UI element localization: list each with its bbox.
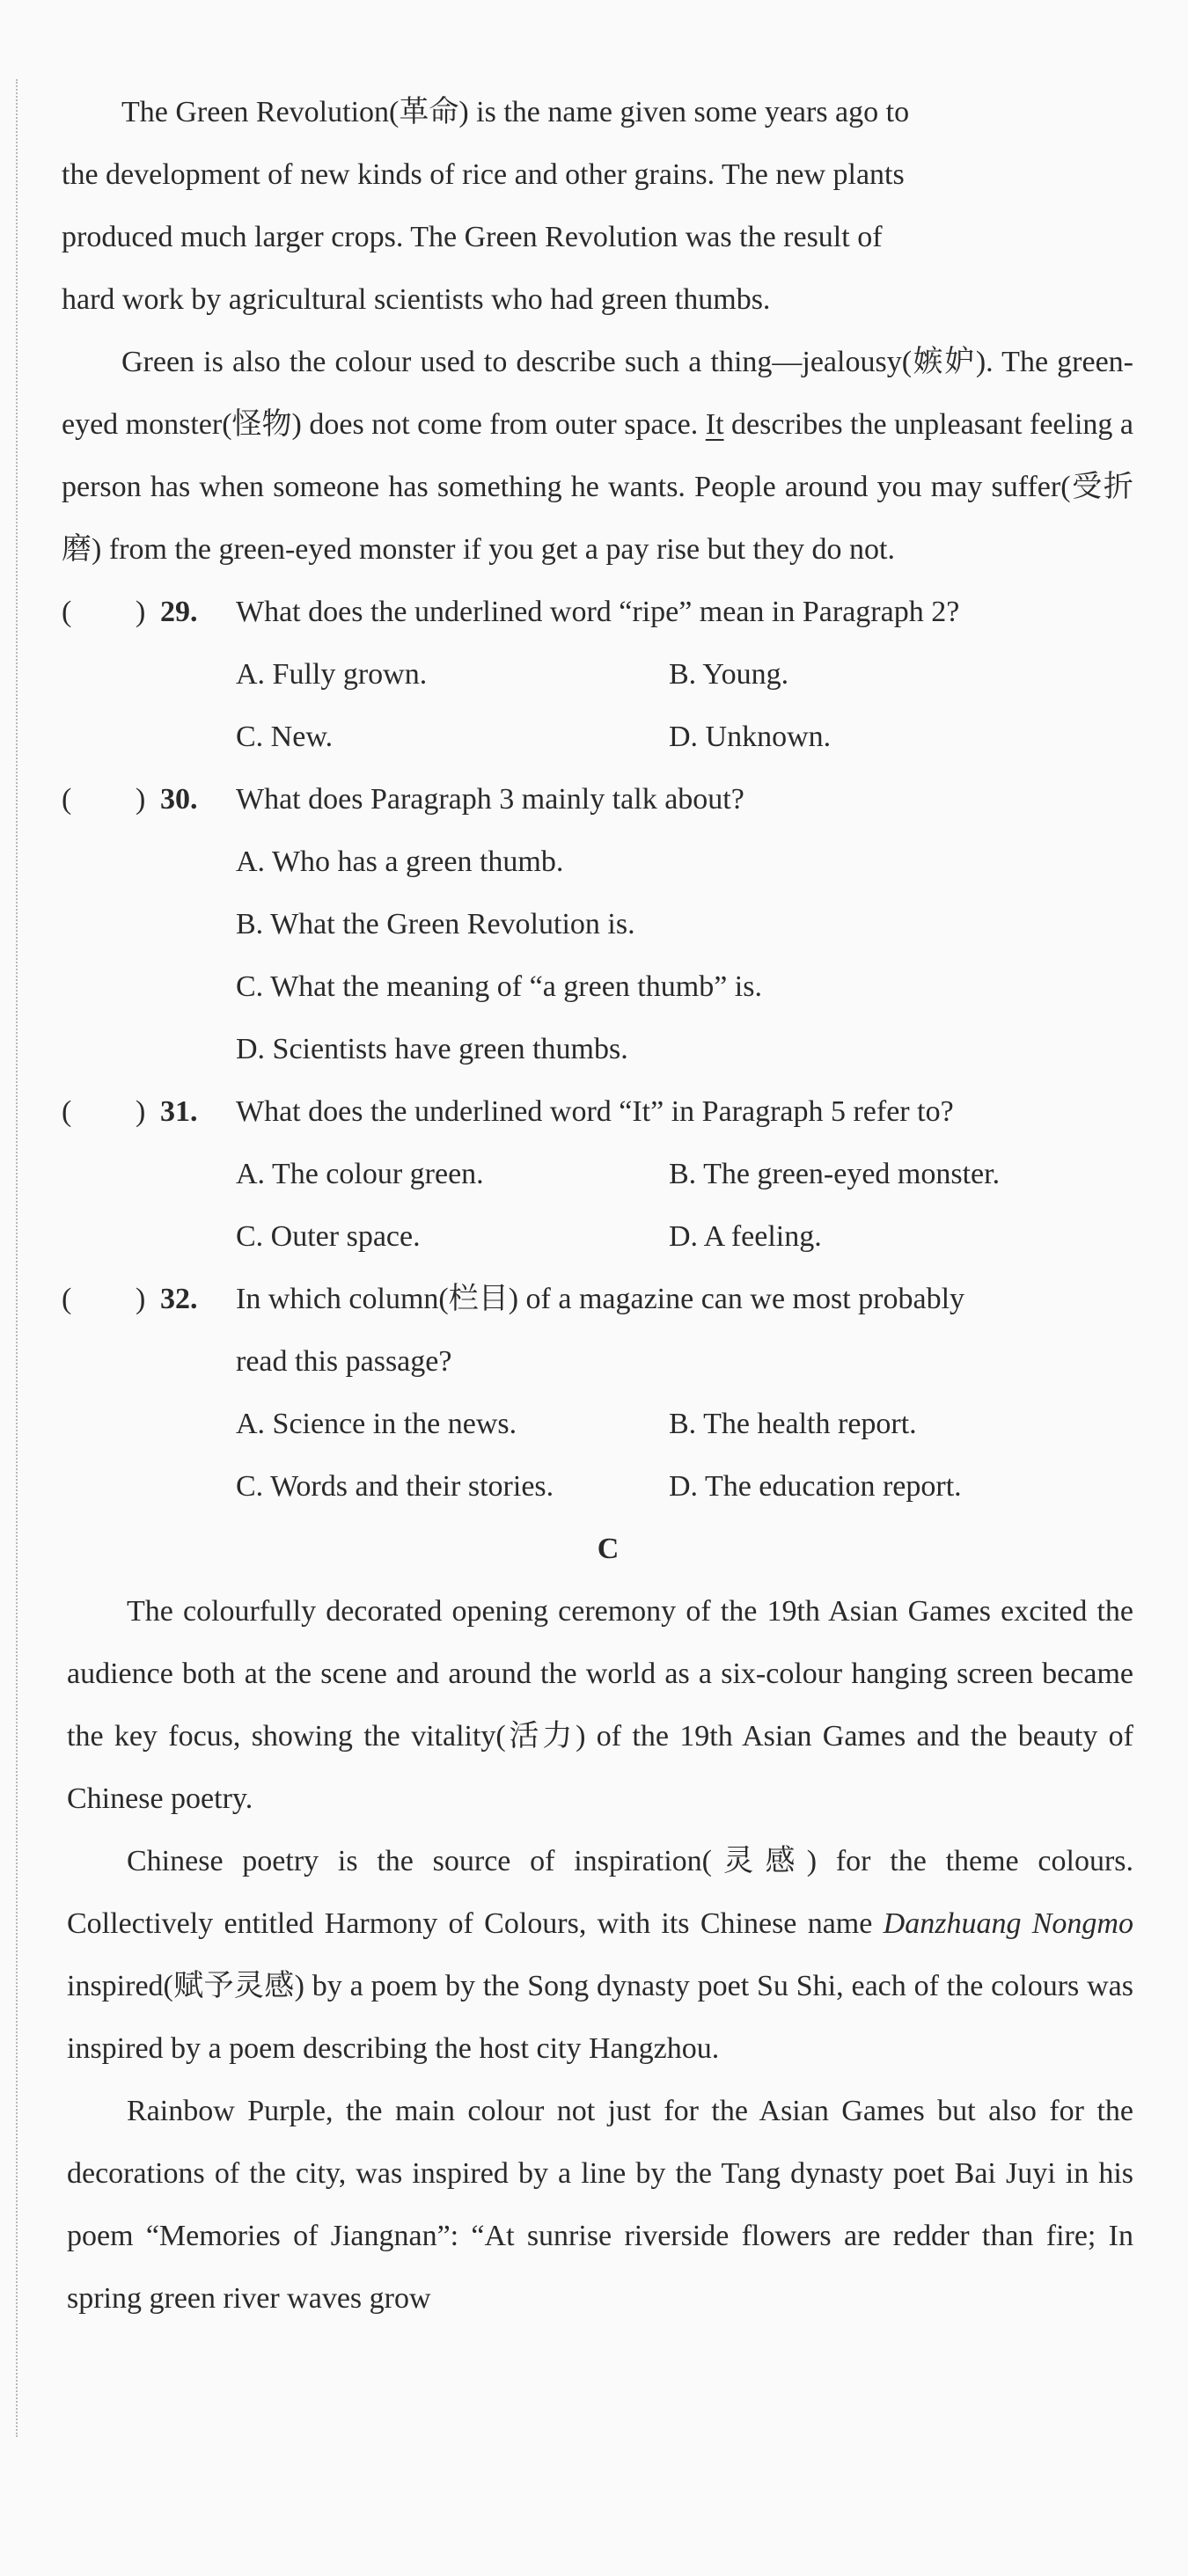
question-stem: In which column(栏目) of a magazine can we most probably	[236, 1283, 965, 1315]
binding-margin-line	[16, 79, 18, 2437]
section-heading-c: C	[597, 1533, 620, 1565]
option-b: B. The health report.	[669, 1408, 917, 1440]
option-c: C. What the meaning of “a green thumb” is.	[236, 970, 762, 1003]
paragraph-line: hard work by agricultural scientists who had green thumbs.	[62, 283, 771, 316]
question-number: 30.	[160, 783, 198, 816]
italic-title: Danzhuang Nongmo	[883, 1907, 1133, 1940]
answer-paren-open: (	[62, 1095, 72, 1128]
option-d: D. Unknown.	[669, 721, 832, 753]
paragraph-text: describes the unpleasant feeling a person has when someone has something he wants. People around you may suffer(受折磨) from the green-eyed monster if you get a pay rise but they do not.	[62, 408, 1133, 566]
answer-paren-open: (	[62, 596, 72, 628]
question-stem: What does the underlined word “It” in Paragraph 5 refer to?	[236, 1095, 954, 1128]
paragraph-green-revolution	[62, 81, 1133, 331]
option-b: B. Young.	[669, 658, 789, 691]
paragraph-line: the development of new kinds of rice and other grains. The new plants	[62, 158, 905, 191]
question-number: 31.	[160, 1095, 198, 1128]
paragraph-text: Green is also the colour used to describe such a thing—jealousy(嫉妒). The green-eyed monster(怪物) does not come from outer space.	[62, 346, 1133, 441]
option-b: B. The green-eyed monster.	[669, 1158, 1001, 1190]
question-32	[62, 1268, 1133, 1518]
question-number: 32.	[160, 1283, 198, 1315]
question-31	[62, 1080, 1133, 1268]
option-a: A. Who has a green thumb.	[236, 845, 564, 878]
answer-paren-close: )	[136, 596, 146, 628]
underlined-word-it: It	[705, 408, 724, 441]
answer-paren-open: (	[62, 1283, 72, 1315]
answer-paren-close: )	[136, 1095, 146, 1128]
section-c-passage	[62, 1580, 1133, 2330]
answer-paren-open: (	[62, 783, 72, 816]
paragraph-opening-ceremony: The colourfully decorated opening ceremony of the 19th Asian Games excited the audience both at the scene and around the world as a six-colour hanging screen became the key focus, showing the vitality(活力) of the 19th Asian Games and the beauty of Chinese poetry.	[67, 1595, 1133, 1815]
option-d: D. A feeling.	[669, 1220, 822, 1253]
paragraph-text: Chinese poetry is the source of inspiration(灵感) for the theme colours. Collectively entitled Harmony of Colours, with its Chinese name	[67, 1845, 1133, 1940]
question-number: 29.	[160, 596, 198, 628]
answer-paren-close: )	[136, 1283, 146, 1315]
option-c: C. Words and their stories.	[236, 1470, 554, 1503]
paragraph-rainbow-purple: Rainbow Purple, the main colour not just for the Asian Games but also for the decorations of the city, was inspired by a line by the Tang dynasty poet Bai Juyi in his poem “Memories of Jiangnan”: “At sunrise riverside flowers are redder than fire; In spring green river waves grow	[67, 2095, 1133, 2315]
answer-paren-close: )	[136, 783, 146, 816]
paragraph-theme-colours	[67, 1830, 1133, 2080]
option-a: A. Fully grown.	[236, 658, 428, 691]
paragraph-line: produced much larger crops. The Green Revolution was the result of	[62, 221, 883, 253]
paragraph-text: inspired(赋予灵感) by a poem by the Song dynasty poet Su Shi, each of the colours was inspired by a poem describing the host city Hangzhou.	[67, 1970, 1133, 2065]
paragraph-line: The Green Revolution(革命) is the name given some years ago to	[121, 96, 910, 128]
option-d: D. The education report.	[669, 1470, 962, 1503]
option-a: A. The colour green.	[236, 1158, 484, 1190]
question-stem: What does Paragraph 3 mainly talk about?	[236, 783, 744, 816]
option-a: A. Science in the news.	[236, 1408, 517, 1440]
question-29	[62, 581, 1133, 768]
question-stem: What does the underlined word “ripe” mean in Paragraph 2?	[236, 596, 960, 628]
option-c: C. Outer space.	[236, 1220, 421, 1253]
option-b: B. What the Green Revolution is.	[236, 908, 635, 940]
option-d: D. Scientists have green thumbs.	[236, 1033, 628, 1065]
question-stem-continued: read this passage?	[236, 1345, 452, 1378]
paragraph-green-eyed-monster	[62, 331, 1133, 581]
page-content	[62, 81, 1133, 2330]
question-30	[62, 768, 1133, 1080]
option-c: C. New.	[236, 721, 334, 753]
